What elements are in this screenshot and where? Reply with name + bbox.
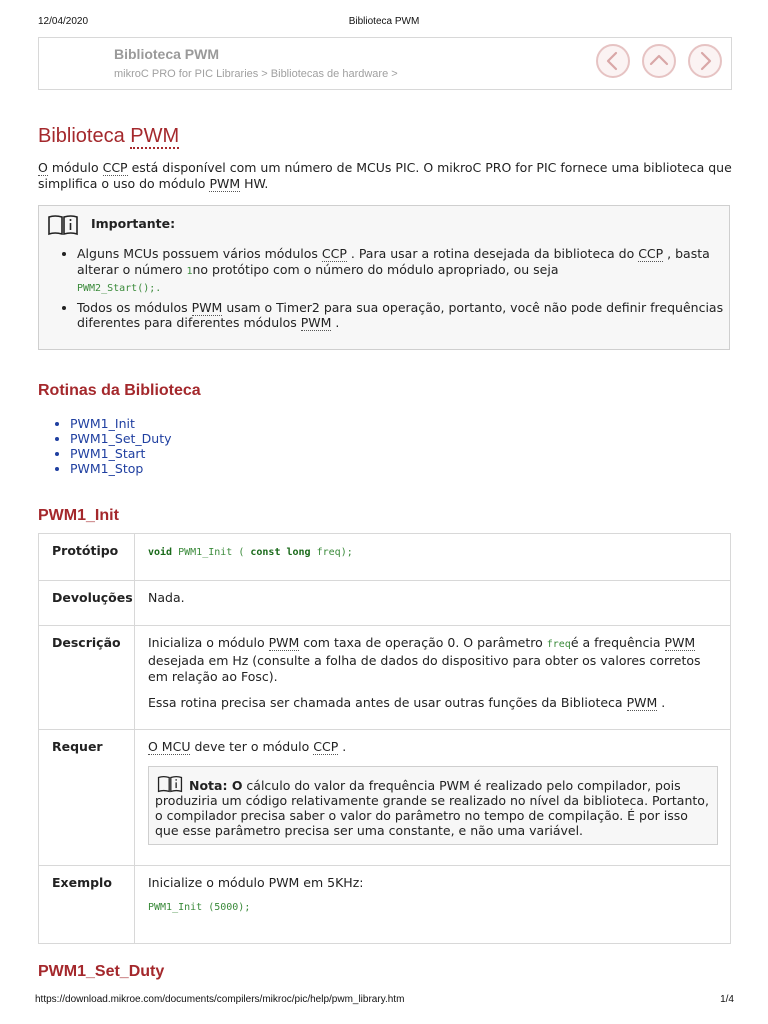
previous-page-button[interactable] — [596, 44, 630, 78]
pwm1-init-table — [38, 533, 731, 944]
table-row — [39, 866, 731, 944]
list-item: • Alguns MCUs possuem vários módulos CCP . Para usar a rotina desejada da biblioteca do CCP , basta alterar o número 1no protótipo com o número do módulo apropriado, ou seja PWM2_Start();. — [77, 246, 727, 297]
chevron-right-icon — [690, 46, 720, 76]
example-value: Inicialize o módulo PWM em 5KHz: PWM1_Init (5000); — [135, 866, 731, 944]
description-key: Descrição — [39, 626, 135, 730]
requires-key: Requer — [39, 730, 135, 866]
page-url: https://download.mikroe.com/documents/compilers/mikroc/pic/help/pwm_library.htm — [35, 994, 405, 1005]
table-row — [39, 581, 731, 626]
example-code: PWM1_Init (5000); — [148, 902, 251, 913]
title-abbr-pwm: PWM — [130, 125, 180, 147]
table-row — [39, 730, 731, 866]
routine-link-set-duty[interactable]: • PWM1_Set_Duty — [70, 431, 172, 446]
abbr-ccp: CCP — [102, 160, 128, 175]
info-book-icon — [47, 214, 79, 236]
returns-value: Nada. — [135, 581, 731, 626]
requires-value: O MCU deve ter o módulo CCP . Nota: O cálculo do valor da frequência PWM é realizado pelo compilador, pois produziria um código relativamente grande se realizado no nível da biblioteca. Portanto, o compilador precisa saber o valor do parâmetro no tempo de compilação. É por isso que esse parâmetro precisa ser uma constante, e não uma variável. — [135, 730, 731, 866]
important-note — [38, 205, 730, 350]
page-number: 1/4 — [720, 994, 734, 1005]
description-value: Inicializa o módulo PWM com taxa de operação 0. O parâmetro freqé a frequência PWM desejada em Hz (consulte a folha de dados do dispositivo para obter os valores corretos em relação ao Fosc). Essa rotina precisa ser chamada antes de usar outras funções da Biblioteca PWM . — [135, 626, 731, 730]
up-page-button[interactable] — [642, 44, 676, 78]
page-title: Biblioteca PWM — [38, 125, 180, 147]
important-note-header — [47, 214, 176, 236]
routines-heading: Rotinas da Biblioteca — [38, 382, 201, 399]
example-key: Exemplo — [39, 866, 135, 944]
intro-paragraph: O módulo CCP está disponível com um número de MCUs PIC. O mikroC PRO for PIC fornece uma biblioteca que simplifica o uso do módulo PWM HW. — [38, 160, 732, 191]
chevron-up-icon — [644, 46, 674, 76]
routine-link-init[interactable]: • PWM1_Init — [70, 416, 172, 431]
routines-list — [38, 416, 172, 476]
info-book-icon — [155, 775, 185, 793]
important-label: Importante: — [91, 216, 176, 231]
chevron-left-icon — [598, 46, 628, 76]
returns-key: Devoluções — [39, 581, 135, 626]
table-row — [39, 626, 731, 730]
table-row — [39, 534, 731, 581]
pwm1-init-heading: PWM1_Init — [38, 507, 119, 524]
requires-note: Nota: O cálculo do valor da frequência PWM é realizado pelo compilador, pois produziria um código relativamente grande se realizado no nível da biblioteca. Portanto, o compilador precisa saber o valor do parâmetro no tempo de compilação. É por isso que esse parâmetro precisa ser uma constante, e não uma variável. — [148, 766, 718, 845]
print-date: 12/04/2020 — [38, 16, 89, 27]
list-item: • Todos os módulos PWM usam o Timer2 para sua operação, portanto, você não pode definir frequências diferentes para diferentes módulos PWM . — [77, 300, 727, 331]
prototype-value: void PWM1_Init ( const long freq); — [135, 534, 731, 581]
pwm1-set-duty-heading: PWM1_Set_Duty — [38, 963, 165, 980]
routine-link-stop[interactable]: • PWM1_Stop — [70, 461, 172, 476]
next-page-button[interactable] — [688, 44, 722, 78]
routine-link-start[interactable]: • PWM1_Start — [70, 446, 172, 461]
topbar-title: Biblioteca PWM — [114, 46, 220, 62]
print-title: Biblioteca PWM — [348, 16, 420, 27]
breadcrumb[interactable]: mikroC PRO for PIC Libraries > Bibliotecas de hardware > — [114, 68, 398, 80]
prototype-key: Protótipo — [39, 534, 135, 581]
code-snippet: PWM2_Start();. — [77, 283, 162, 294]
abbr-pwm: PWM — [209, 176, 241, 191]
help-topbar — [38, 37, 732, 90]
important-list — [63, 246, 727, 334]
